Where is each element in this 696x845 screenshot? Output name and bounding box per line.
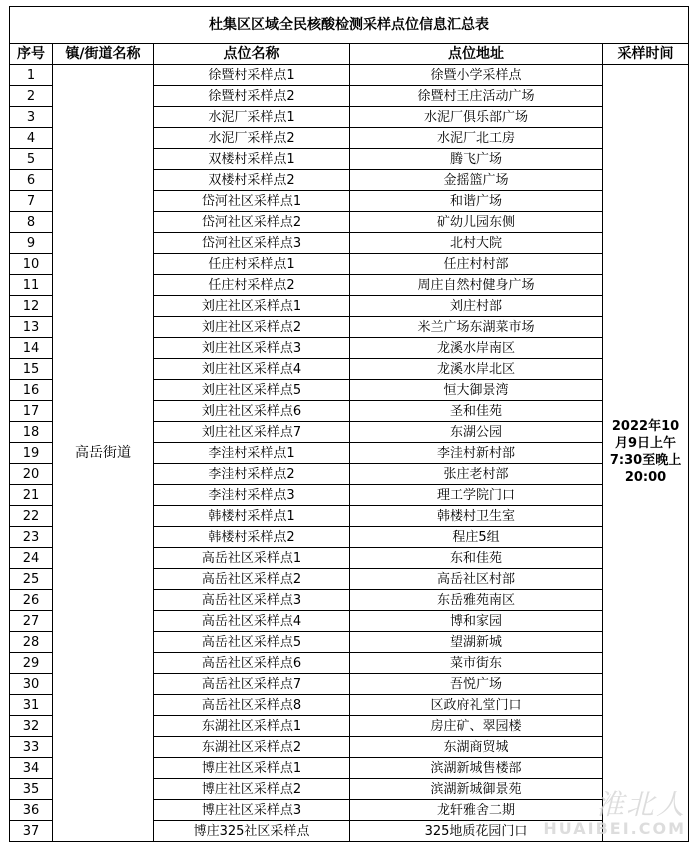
row-seq: 18 xyxy=(10,422,53,443)
row-point-name: 高岳社区采样点4 xyxy=(154,611,350,632)
row-point-name: 刘庄社区采样点6 xyxy=(154,401,350,422)
header-row xyxy=(10,44,689,65)
row-address: 张庄老村部 xyxy=(350,464,603,485)
row-address: 东湖公园 xyxy=(350,422,603,443)
row-seq: 7 xyxy=(10,191,53,212)
row-seq: 28 xyxy=(10,632,53,653)
row-point-name: 岱河社区采样点1 xyxy=(154,191,350,212)
row-point-name: 高岳社区采样点8 xyxy=(154,695,350,716)
header-point-name: 点位名称 xyxy=(154,44,350,65)
row-address: 东湖商贸城 xyxy=(350,737,603,758)
sampling-time-cell: 2022年10月9日上午7:30至晚上20:00 xyxy=(603,65,689,842)
row-seq: 31 xyxy=(10,695,53,716)
row-seq: 36 xyxy=(10,800,53,821)
row-address: 东岳雅苑南区 xyxy=(350,590,603,611)
row-address: 矿幼儿园东侧 xyxy=(350,212,603,233)
sampling-point-table xyxy=(9,6,689,842)
row-seq: 25 xyxy=(10,569,53,590)
row-seq: 16 xyxy=(10,380,53,401)
row-seq: 26 xyxy=(10,590,53,611)
row-seq: 14 xyxy=(10,338,53,359)
row-address: 高岳社区村部 xyxy=(350,569,603,590)
row-address: 龙溪水岸北区 xyxy=(350,359,603,380)
row-seq: 22 xyxy=(10,506,53,527)
row-seq: 19 xyxy=(10,443,53,464)
row-seq: 29 xyxy=(10,653,53,674)
row-seq: 10 xyxy=(10,254,53,275)
row-seq: 13 xyxy=(10,317,53,338)
row-point-name: 岱河社区采样点3 xyxy=(154,233,350,254)
row-address: 程庄5组 xyxy=(350,527,603,548)
row-point-name: 东湖社区采样点1 xyxy=(154,716,350,737)
row-address: 龙轩雅舍二期 xyxy=(350,800,603,821)
street-name-cell: 高岳街道 xyxy=(53,65,154,842)
row-seq: 33 xyxy=(10,737,53,758)
row-address: 恒大御景湾 xyxy=(350,380,603,401)
row-address: 水泥厂北工房 xyxy=(350,128,603,149)
row-seq: 12 xyxy=(10,296,53,317)
row-point-name: 双楼村采样点2 xyxy=(154,170,350,191)
row-address: 徐暨小学采样点 xyxy=(350,65,603,86)
row-point-name: 徐暨村采样点2 xyxy=(154,86,350,107)
row-address: 腾飞广场 xyxy=(350,149,603,170)
row-point-name: 高岳社区采样点7 xyxy=(154,674,350,695)
row-seq: 24 xyxy=(10,548,53,569)
row-point-name: 东湖社区采样点2 xyxy=(154,737,350,758)
row-address: 金摇篮广场 xyxy=(350,170,603,191)
row-point-name: 任庄村采样点1 xyxy=(154,254,350,275)
header-street: 镇/街道名称 xyxy=(53,44,154,65)
row-address: 徐暨村王庄活动广场 xyxy=(350,86,603,107)
row-address: 北村大院 xyxy=(350,233,603,254)
row-address: 望湖新城 xyxy=(350,632,603,653)
row-seq: 30 xyxy=(10,674,53,695)
row-address: 房庄矿、翠园楼 xyxy=(350,716,603,737)
row-point-name: 徐暨村采样点1 xyxy=(154,65,350,86)
row-point-name: 李洼村采样点3 xyxy=(154,485,350,506)
header-address: 点位地址 xyxy=(350,44,603,65)
row-point-name: 刘庄社区采样点3 xyxy=(154,338,350,359)
row-seq: 20 xyxy=(10,464,53,485)
row-address: 东和佳苑 xyxy=(350,548,603,569)
row-point-name: 高岳社区采样点5 xyxy=(154,632,350,653)
row-seq: 23 xyxy=(10,527,53,548)
row-point-name: 高岳社区采样点1 xyxy=(154,548,350,569)
row-point-name: 刘庄社区采样点1 xyxy=(154,296,350,317)
row-address: 圣和佳苑 xyxy=(350,401,603,422)
row-address: 325地质花园门口 xyxy=(350,821,603,842)
row-point-name: 博庄社区采样点2 xyxy=(154,779,350,800)
table-row xyxy=(10,65,689,86)
watermark-en: HUAIBEI.COM xyxy=(543,819,686,838)
row-address: 任庄村村部 xyxy=(350,254,603,275)
header-seq: 序号 xyxy=(10,44,53,65)
row-seq: 9 xyxy=(10,233,53,254)
row-point-name: 刘庄社区采样点2 xyxy=(154,317,350,338)
row-seq: 27 xyxy=(10,611,53,632)
row-seq: 37 xyxy=(10,821,53,842)
row-seq: 17 xyxy=(10,401,53,422)
row-address: 韩楼村卫生室 xyxy=(350,506,603,527)
row-seq: 11 xyxy=(10,275,53,296)
row-point-name: 岱河社区采样点2 xyxy=(154,212,350,233)
row-address: 滨湖新城售楼部 xyxy=(350,758,603,779)
row-address: 刘庄村部 xyxy=(350,296,603,317)
row-address: 龙溪水岸南区 xyxy=(350,338,603,359)
row-address: 博和家园 xyxy=(350,611,603,632)
row-point-name: 高岳社区采样点2 xyxy=(154,569,350,590)
row-address: 吾悦广场 xyxy=(350,674,603,695)
row-point-name: 李洼村采样点2 xyxy=(154,464,350,485)
row-point-name: 博庄325社区采样点 xyxy=(154,821,350,842)
row-address: 理工学院门口 xyxy=(350,485,603,506)
row-address: 区政府礼堂门口 xyxy=(350,695,603,716)
table-title: 杜集区区域全民核酸检测采样点位信息汇总表 xyxy=(10,7,689,44)
row-point-name: 双楼村采样点1 xyxy=(154,149,350,170)
row-seq: 5 xyxy=(10,149,53,170)
row-point-name: 韩楼村采样点1 xyxy=(154,506,350,527)
row-address: 周庄自然村健身广场 xyxy=(350,275,603,296)
row-seq: 21 xyxy=(10,485,53,506)
title-row xyxy=(10,7,689,44)
row-seq: 8 xyxy=(10,212,53,233)
row-seq: 34 xyxy=(10,758,53,779)
row-point-name: 刘庄社区采样点7 xyxy=(154,422,350,443)
header-time: 采样时间 xyxy=(603,44,689,65)
watermark-cn: 淮北人 xyxy=(595,788,686,821)
row-address: 水泥厂俱乐部广场 xyxy=(350,107,603,128)
row-point-name: 韩楼村采样点2 xyxy=(154,527,350,548)
row-seq: 15 xyxy=(10,359,53,380)
row-point-name: 刘庄社区采样点5 xyxy=(154,380,350,401)
row-point-name: 任庄村采样点2 xyxy=(154,275,350,296)
row-point-name: 博庄社区采样点1 xyxy=(154,758,350,779)
row-seq: 1 xyxy=(10,65,53,86)
row-point-name: 博庄社区采样点3 xyxy=(154,800,350,821)
row-seq: 6 xyxy=(10,170,53,191)
row-address: 米兰广场东湖菜市场 xyxy=(350,317,603,338)
row-seq: 35 xyxy=(10,779,53,800)
row-address: 滨湖新城御景苑 xyxy=(350,779,603,800)
row-point-name: 高岳社区采样点6 xyxy=(154,653,350,674)
row-point-name: 刘庄社区采样点4 xyxy=(154,359,350,380)
row-address: 和谐广场 xyxy=(350,191,603,212)
row-seq: 32 xyxy=(10,716,53,737)
row-seq: 2 xyxy=(10,86,53,107)
row-seq: 4 xyxy=(10,128,53,149)
row-point-name: 水泥厂采样点2 xyxy=(154,128,350,149)
row-seq: 3 xyxy=(10,107,53,128)
row-address: 菜市街东 xyxy=(350,653,603,674)
row-address: 李洼村新村部 xyxy=(350,443,603,464)
row-point-name: 李洼村采样点1 xyxy=(154,443,350,464)
row-point-name: 水泥厂采样点1 xyxy=(154,107,350,128)
row-point-name: 高岳社区采样点3 xyxy=(154,590,350,611)
